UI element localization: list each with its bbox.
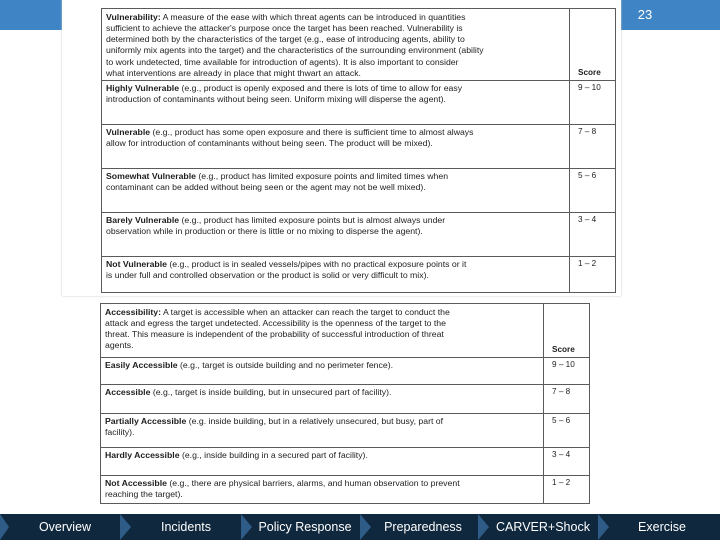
nav-item-carver-shock[interactable]: CARVER+Shock [496,520,590,534]
score-range: 5 – 6 [570,169,616,213]
definition-line: to work undetected, time available for introduction of agents). It is also important to consider [106,56,459,67]
row-description: Somewhat Vulnerable (e.g., product has limited exposure points and limited times when contaminant can be added without being seen or the agent may not be well mixed). [102,169,570,213]
level-term: Partially Accessible [105,416,187,426]
score-range: 5 – 6 [544,414,590,448]
nav-item-overview[interactable]: Overview [38,520,92,534]
definition-line: sufficient to achieve the attacker's purpose once the target has been reached. Vulnerability is [106,23,463,34]
vulnerability-header-row [102,9,616,81]
nav-item-exercise[interactable]: Exercise [638,520,686,534]
level-term: Not Accessible [105,478,167,488]
table-row [101,448,590,476]
slide-number: 23 [637,7,653,22]
table-row [101,476,590,504]
definition-line: threat. This measure is independent of the probability of successful introduction of threat [105,329,444,340]
row-description: Accessible (e.g., target is inside building, but in unsecured part of facility). [101,385,544,414]
vulnerability-table [101,8,616,293]
table-row [102,81,616,125]
nav-chevron-icon [120,514,131,540]
table-row [102,213,616,257]
level-term: Vulnerable [106,127,151,137]
level-term: Hardly Accessible [105,450,180,460]
nav-item-incidents[interactable]: Incidents [160,520,212,534]
accessibility-table-image [97,298,594,505]
level-term: Accessible [105,387,151,397]
level-term: Easily Accessible [105,360,178,370]
table-row [102,125,616,169]
definition-line: what interventions are already in place that might thwart an attack. [106,67,361,78]
section-nav-bar [0,514,720,540]
nav-start-chevron-icon [0,514,9,540]
row-description: Partially Accessible (e.g. inside building, but in a relatively unsecured, but busy, part of facility). [101,414,544,448]
table-row [101,358,590,385]
accessibility-term: Accessibility: [105,307,162,317]
definition-line: agents. [105,340,134,351]
score-range: 7 – 8 [544,385,590,414]
score-range: 3 – 4 [570,213,616,257]
score-range: 9 – 10 [544,358,590,385]
definition-line: attack and egress the target undetected. Accessibility is the openness of the target to the [105,318,446,329]
definition-line: Accessibility: A target is accessible when an attacker can reach the target to conduct the [105,307,450,317]
nav-item-preparedness[interactable]: Preparedness [384,520,462,534]
row-description: Not Vulnerable (e.g., product is in sealed vessels/pipes with no practical exposure points or it is under full and controlled observation or the product is solid or very difficult to mix). [102,257,570,293]
score-range: 3 – 4 [544,448,590,476]
table-row [102,169,616,213]
definition-line: Vulnerability: A measure of the ease with which threat agents can be introduced in quantities [106,12,466,22]
vulnerability-term: Vulnerability: [106,12,161,22]
accessibility-definition [101,304,544,358]
row-description: Highly Vulnerable (e.g., product is openly exposed and there is lots of time to allow for easy introduction of contaminants without being seen. Uniform mixing will disperse the agent). [102,81,570,125]
level-term: Somewhat Vulnerable [106,171,196,181]
row-description: Hardly Accessible (e.g., inside building in a secured part of facility). [101,448,544,476]
table-row [101,385,590,414]
row-description: Vulnerable (e.g., product has some open exposure and there is sufficient time to almost always allow for introduction of contaminants without being seen. The product will be mixed). [102,125,570,169]
row-description: Easily Accessible (e.g., target is outside building and no perimeter fence). [101,358,544,385]
row-description: Barely Vulnerable (e.g., product has limited exposure points but is almost always under observation while in production or there is little or no mixing to disperse the agent). [102,213,570,257]
level-term: Barely Vulnerable [106,215,180,225]
score-range: 1 – 2 [570,257,616,293]
nav-item-policy-response[interactable]: Policy Response [258,520,352,534]
table-row [102,257,616,293]
definition-line: uniformly mix agents into the target) and the characteristics of the surrounding environment (ability [106,45,484,56]
accessibility-header-row [101,304,590,358]
level-term: Not Vulnerable [106,259,167,269]
score-column-header: Score [544,304,590,358]
score-range: 7 – 8 [570,125,616,169]
score-column-header: Score [570,9,616,81]
level-term: Highly Vulnerable [106,83,180,93]
accessibility-table [100,303,590,504]
definition-line: determined both by the characteristics of the target (e.g., ease of introducing agents, ability to [106,34,465,45]
vulnerability-definition [102,9,570,81]
vulnerability-table-image [62,0,621,296]
row-description: Not Accessible (e.g., there are physical barriers, alarms, and human observation to prevent reaching the target). [101,476,544,504]
score-range: 9 – 10 [570,81,616,125]
table-row [101,414,590,448]
score-range: 1 – 2 [544,476,590,504]
